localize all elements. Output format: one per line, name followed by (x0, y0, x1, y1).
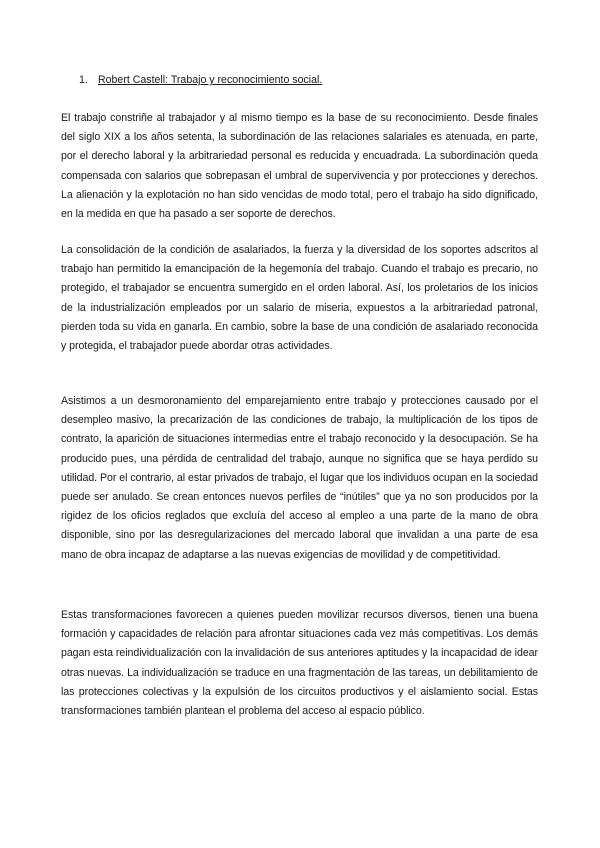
paragraph-2: La consolidación de la condición de asalariados, la fuerza y la diversidad de los soportes adscritos al trabajo han permitido la emancipación de la hegemonía del trabajo. Cuando el trabajo es precario, no protegido, el trabajador se encuentra sumergido en el orden laboral. Así, los proletarios de los inicios de la industrialización empleados por un salario de miseria, expuestos a la arbitrariedad patronal, pierden toda su vida en ganarla. En cambio, sobre la base de una condición de asalariado reconocida y protegida, el trabajador puede abordar otras actividades. (61, 244, 538, 353)
heading-title: Robert Castell: Trabajo y reconocimiento social. (98, 74, 323, 86)
paragraph-1: El trabajo constriñe al trabajador y al mismo tiempo es la base de su reconocimiento. Desde finales del siglo XIX a los años setenta, la subordinación de las relaciones salariales es atenuada, en parte, por el derecho laboral y la arbitrariedad personal es reducida y encuadrada. La subordinación queda compensada con salarios que sobrepasan el umbral de supervivencia y por protecciones y derechos. La alienación y la explotación no han sido vencidas de modo total, pero el trabajo ha sido dignificado, en la medida en que ha pasado a ser soporte de derechos. (61, 112, 538, 221)
paragraph-3: Asistimos a un desmoronamiento del emparejamiento entre trabajo y protecciones causado por el desempleo masivo, la precarización de las condiciones de trabajo, la multiplicación de los tipos de contrato, la aparición de situaciones intermedias entre el trabajo reconocido y la desocupación. Se ha producido pues, una pérdida de centralidad del trabajo, aunque no significa que se haya perdido su utilidad. Por el contrario, al estar privados de trabajo, el lugar que los individuos ocupan en la sociedad puede ser anulado. Se crean entonces nuevos perfiles de “inútiles” que ya no son producidos por la rigidez de los oficios reglados que excluía del acceso al empleo a una parte de la mano de obra disponible, sino por las desregularizaciones del mercado laboral que invalidan a una parte de esa mano de obra incapaz de adaptarse a las nuevas exigencias de movilidad y de competitividad. (61, 395, 538, 561)
paragraph-4: Estas transformaciones favorecen a quienes pueden movilizar recursos diversos, tienen una buena formación y capacidades de relación para afrontar situaciones cada vez más competitivas. Los demás pagan esta reindividualización con la invalidación de sus anteriores aptitudes y la incapacidad de idear otras nuevas. La individualización se traduce en una fragmentación de las tareas, un debilitamiento de las protecciones colectivas y la expulsión de los circuitos productivos y el aislamiento social. Estas transformaciones también plantean el problema del acceso al espacio público. (61, 609, 538, 718)
heading-number: 1. (79, 74, 88, 86)
section-heading (79, 72, 322, 88)
